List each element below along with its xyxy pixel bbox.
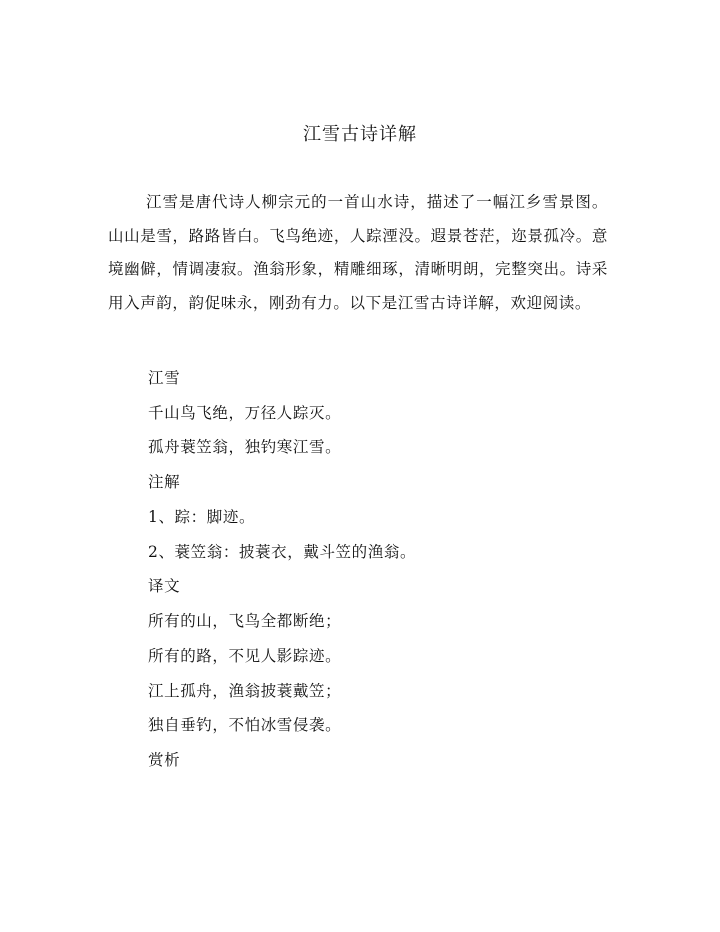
translation-line-1: 所有的山，飞鸟全都断绝； — [148, 612, 342, 630]
note-item-1: 1、踪：脚迹。 — [148, 508, 256, 526]
poem-line-1: 千山鸟飞绝，万径人踪灭。 — [148, 404, 342, 422]
translation-heading: 译文 — [148, 577, 181, 595]
poem-line-2: 孤舟蓑笠翁，独钓寒江雪。 — [148, 438, 342, 456]
translation-line-3: 江上孤舟，渔翁披蓑戴笠； — [148, 682, 342, 700]
notes-heading: 注解 — [148, 473, 181, 491]
note-item-2: 2、蓑笠翁：披蓑衣，戴斗笠的渔翁。 — [148, 543, 417, 561]
translation-line-2: 所有的路，不见人影踪迹。 — [148, 647, 342, 665]
intro-paragraph: 江雪是唐代诗人柳宗元的一首山水诗，描述了一幅江乡雪景图。山山是雪，路路皆白。飞鸟绝迹，人踪湮没。遐景苍茫，迩景孤冷。意境幽僻，情调凄寂。渔翁形象，精雕细琢，清晰明朗，完整突出。诗采用入声韵，韵促味永，刚劲有力。以下是江雪古诗详解，欢迎阅读。 — [108, 193, 608, 312]
translation-line-4: 独自垂钓，不怕冰雪侵袭。 — [148, 716, 342, 734]
document-title: 江雪古诗详解 — [303, 124, 417, 145]
poem-heading: 江雪 — [148, 369, 181, 387]
appreciation-heading: 赏析 — [148, 751, 181, 769]
